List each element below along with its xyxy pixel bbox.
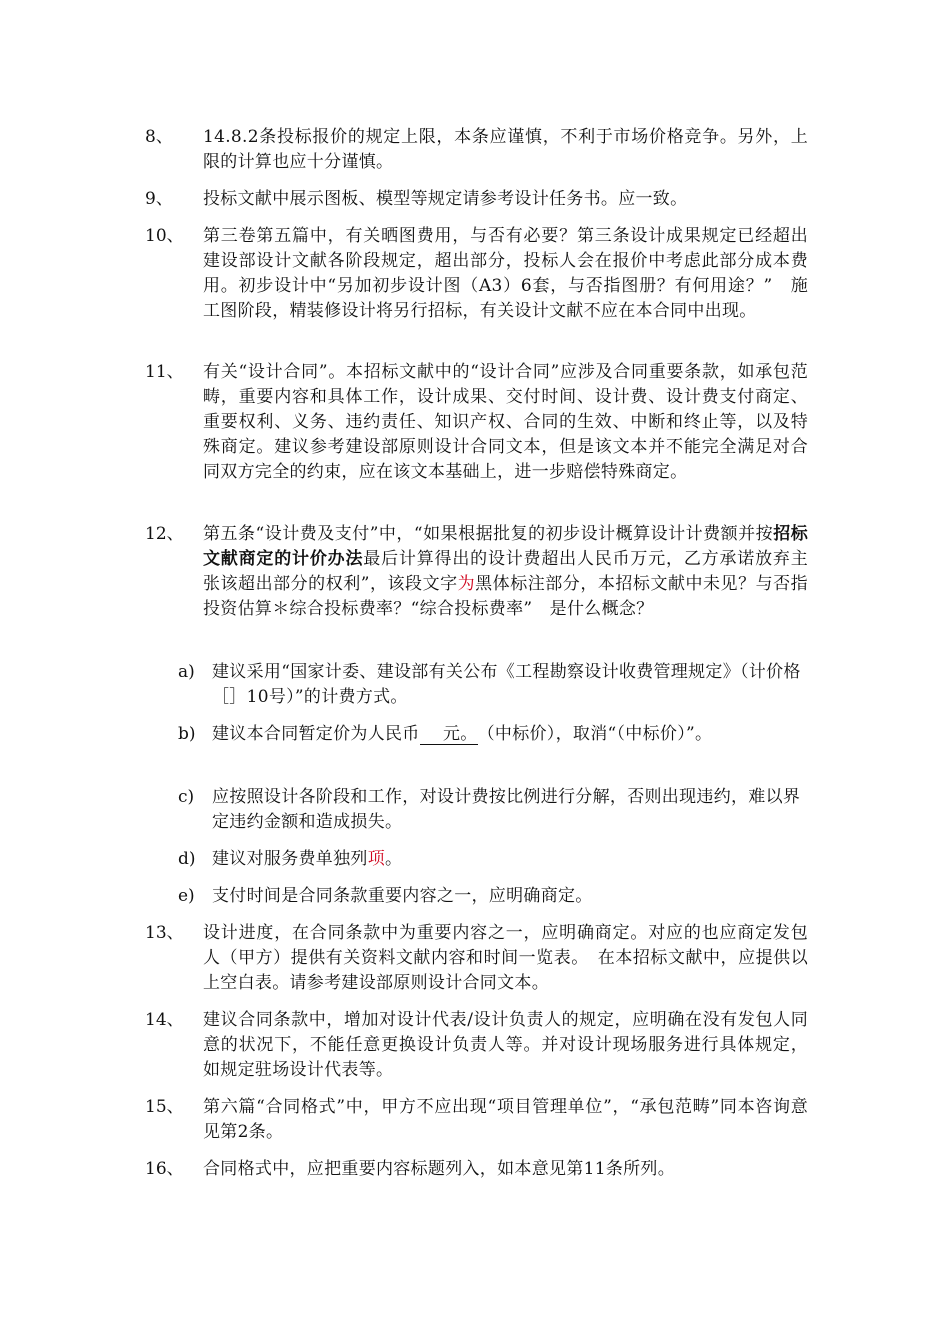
sub-item-text: 支付时间是合同条款重要内容之一，应明确商定。	[212, 886, 593, 906]
item-text: 建议合同条款中，增加对设计代表/设计负责人的规定，应明确在没有发包人同意的状况下，不能任意更换设计负责人等。并对设计现场服务进行具体规定，如规定驻场设计代表等。	[203, 1010, 808, 1080]
sub-item-text: 建议本合同暂定价为人民币 元。（中标价），取消“（中标价）”。	[212, 724, 713, 744]
bold-emphasis: 招标文献商定的计价办法	[203, 524, 808, 569]
item-number: 8、	[145, 127, 173, 147]
sub-item-label: e)	[178, 886, 195, 906]
item-text: 第六篇“合同格式”中，甲方不应出现“项目管理单位”，“承包范畴”同本咨询意见第2条。	[203, 1097, 808, 1142]
sub-item-label: a)	[178, 662, 195, 682]
item-number: 14、	[145, 1010, 184, 1030]
item-number: 10、	[145, 226, 184, 246]
sub-item-text: 应按照设计各阶段和工作，对设计费按比例进行分解，否则出现违约，难以界定违约金额和造成损失。	[212, 787, 801, 832]
item-number: 11、	[145, 362, 184, 382]
item-number: 16、	[145, 1159, 184, 1179]
item-text: 第三卷第五篇中，有关晒图费用，与否有必要？第三条设计成果规定已经超出建设部设计文献各阶段规定，超出部分，投标人会在报价中考虑此部分成本费用。初步设计中“另加初步设计图（A3）6套，与否指图册？有何用途？” 施工图阶段，精装修设计将另行招标，有关设计文献不应在本合同中出现。	[203, 226, 808, 321]
item-text: 设计进度，在合同条款中为重要内容之一，应明确商定。对应的也应商定发包人（甲方）提供有关资料文献内容和时间一览表。 在本招标文献中，应提供以上空白表。请参考建设部原则设计合同文本。	[203, 923, 808, 993]
sub-item-text: 建议对服务费单独列项。	[212, 849, 403, 869]
red-highlight: 项	[367, 849, 386, 869]
sub-item-label: d)	[178, 849, 196, 869]
item-text: 合同格式中，应把重要内容标题列入，如本意见第11条所列。	[203, 1159, 676, 1179]
sub-item-text: 建议采用“国家计委、建设部有关公布《工程勘察设计收费管理规定》（计价格［］10号）”的计费方式。	[212, 662, 801, 707]
item-number: 13、	[145, 923, 184, 943]
item-text: 投标文献中展示图板、模型等规定请参考设计任务书。应一致。	[203, 189, 688, 209]
sub-item-label: c)	[178, 787, 195, 807]
item-text: 有关“设计合同”。本招标文献中的“设计合同”应涉及合同重要条款，如承包范畴，重要内容和具体工作，设计成果、交付时间、设计费、设计费支付商定、重要权利、义务、违约责任、知识产权、合同的生效、中断和终止等，以及特殊商定。建议参考建设部原则设计合同文本，但是该文本并不能完全满足对合同双方完全的约束，应在该文本基础上，进一步赔偿特殊商定。	[203, 362, 808, 482]
item-number: 9、	[145, 189, 173, 209]
sub-item-label: b)	[178, 724, 196, 744]
item-text: 14.8.2条投标报价的规定上限，本条应谨慎，不利于市场价格竞争。另外，上限的计算也应十分谨慎。	[203, 127, 808, 172]
item-number: 15、	[145, 1097, 184, 1117]
blank-amount-field: 元。	[420, 724, 478, 745]
item-text: 第五条“设计费及支付”中，“如果根据批复的初步设计概算设计计费额并按招标文献商定的计价办法最后计算得出的设计费超出人民币万元，乙方承诺放弃主张该超出部分的权利”，该段文字为黑体标注部分，本招标文献中未见？与否指投资估算＊综合投标费率？“综合投标费率” 是什么概念？	[203, 524, 808, 619]
red-highlight: 为	[457, 574, 476, 594]
item-number: 12、	[145, 524, 184, 544]
